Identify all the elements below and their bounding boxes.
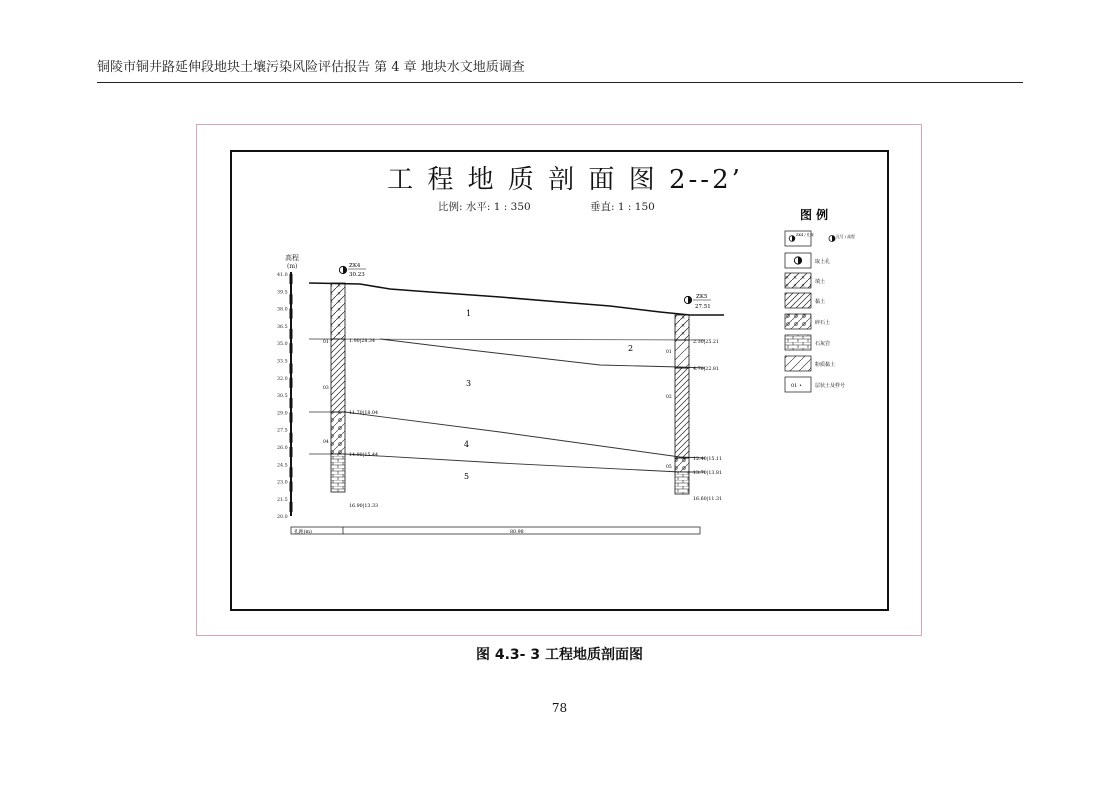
layer-label-2: 2 [628, 344, 634, 353]
silty-clay-icon [785, 356, 811, 371]
legend-label-borehole-header: 孔号 / 高程 [836, 234, 855, 239]
axis-tick-mark [290, 433, 293, 443]
borehole-zk5-elevation: 27.51 [695, 304, 711, 310]
axis-unit: (m) [287, 263, 298, 270]
zk5-sample-code-2: 02 [666, 395, 672, 400]
axis-tick-label: 20.0 [277, 515, 288, 521]
zk5-sample-code-1: 01 [666, 350, 672, 355]
layer-label-5: 5 [464, 472, 470, 481]
legend-item-silty-clay [785, 356, 835, 371]
borehole-zk4-elevation: 30.23 [349, 272, 365, 278]
svg-text:ZK4 / 孔深: ZK4 / 孔深 [796, 233, 814, 237]
axis-tick-label: 29.0 [277, 411, 288, 417]
axis-tick-mark [290, 343, 293, 353]
layer-boundary-2-3 [380, 339, 705, 368]
legend-title: 图 例 [800, 208, 829, 222]
horizontal-scale-label: 比例: 水平: 1 : 350 [438, 201, 531, 213]
axis-tick-label: 33.5 [277, 359, 288, 365]
legend-item-borehole-header [785, 231, 855, 246]
legend-item-limestone [785, 335, 830, 350]
legend-label-gravel-soil: 碎石土 [815, 320, 831, 326]
layer-boundary-3-4 [345, 412, 705, 458]
zk4-sample-code-3: 04 [323, 440, 329, 445]
clay-icon [785, 293, 811, 308]
legend-item-gravel-soil [785, 314, 830, 329]
layer-label-3: 3 [466, 379, 472, 388]
legend-item-borehole [785, 253, 830, 268]
axis-tick-mark [290, 329, 293, 339]
legend-label-layer-sample: 层状土及样号 [815, 383, 846, 389]
legend-label-fill-soil: 填土 [815, 279, 826, 285]
axis-tick-label: 38.0 [277, 307, 288, 313]
axis-tick-mark [290, 274, 293, 284]
distance-label: 孔距(m) [294, 530, 312, 535]
axis-tick-label: 21.5 [277, 497, 288, 503]
legend-label-silty-clay: 粉质黏土 [815, 362, 836, 368]
legend-label-limestone: 石灰岩 [815, 341, 831, 347]
axis-label: 高程 [285, 254, 299, 262]
axis-tick-mark [290, 447, 293, 457]
borehole-zk5 [666, 294, 722, 502]
axis-tick-label: 24.5 [277, 463, 288, 469]
fill-soil-icon [785, 273, 811, 288]
vertical-scale-label: 垂直: 1 : 150 [590, 201, 655, 213]
zk5-boundary-label-1: 2.30|25.21 [693, 340, 720, 345]
axis-tick-mark [290, 378, 293, 388]
legend-item-fill-soil [785, 273, 825, 288]
limestone-icon [785, 335, 811, 350]
zk4-boundary-label-3: 14.90|15.44 [349, 453, 379, 458]
distance-value: 80.98 [510, 530, 524, 535]
svg-text:01 •: 01 • [791, 383, 802, 389]
axis-tick-label: 41.0 [277, 273, 288, 278]
zk4-bottom-label: 16.90|13.33 [349, 504, 379, 509]
legend-label-clay: 黏土 [815, 299, 826, 305]
figure-caption: 图 4.3- 3 工程地质剖面图 [476, 647, 643, 663]
legend [785, 207, 855, 392]
axis-tick-mark [290, 467, 293, 477]
axis-tick-label: 39.5 [277, 290, 288, 296]
page-number: 78 [551, 701, 568, 715]
layer-label-1: 1 [466, 309, 472, 318]
zk5-bottom-label: 16.60|11.31 [693, 497, 723, 502]
zk4-sample-code-2: 03 [323, 386, 329, 391]
zk5-sample-code-3: 05 [666, 465, 672, 470]
axis-tick-mark [290, 294, 293, 304]
zk5-boundary-label-4: 13.70|13.81 [693, 471, 723, 476]
layer-boundary-4-5 [345, 454, 705, 472]
legend-item-layer-sample [785, 377, 845, 392]
zk4-sample-code-1: 01 [323, 340, 329, 345]
zk5-boundary-label-2: 4.70|22.81 [693, 367, 720, 372]
axis-tick-mark [290, 412, 293, 422]
zk5-boundary-label-3: 12.40|15.11 [693, 457, 723, 462]
axis-tick-mark [290, 309, 293, 319]
axis-tick-mark [290, 502, 293, 512]
axis-tick-mark [290, 482, 293, 492]
axis-tick-label: 23.0 [277, 480, 288, 486]
axis-tick-label: 30.5 [277, 394, 288, 400]
layer-label-4: 4 [464, 440, 470, 449]
axis-tick-label: 36.5 [277, 324, 288, 330]
borehole-zk4 [323, 263, 378, 509]
gravel-soil-icon [785, 314, 811, 329]
axis-tick-label: 27.5 [277, 428, 288, 434]
axis-tick-label: 26.0 [277, 446, 288, 451]
borehole-zk5-id: ZK5 [696, 294, 708, 300]
legend-label-borehole: 取土孔 [815, 259, 831, 265]
borehole-distance-bar [291, 527, 700, 535]
axis-tick-label: 32.0 [277, 376, 288, 382]
axis-tick-mark [290, 398, 293, 408]
page-header: 铜陵市铜井路延伸段地块土壤污染风险评估报告 第 4 章 地块水文地质调查 [97, 60, 525, 75]
zk4-boundary-label-2: 11.70|18.04 [349, 411, 379, 416]
ground-surface-line [309, 283, 724, 315]
figure-title: 工 程 地 质 剖 面 图 2--2’ [387, 165, 743, 195]
axis-tick-mark [290, 364, 293, 374]
axis-tick-label: 35.0 [277, 342, 288, 348]
zk4-boundary-label-1: 1.90|28.34 [349, 339, 376, 344]
borehole-zk4-id: ZK4 [349, 263, 361, 269]
legend-item-clay [785, 293, 825, 308]
